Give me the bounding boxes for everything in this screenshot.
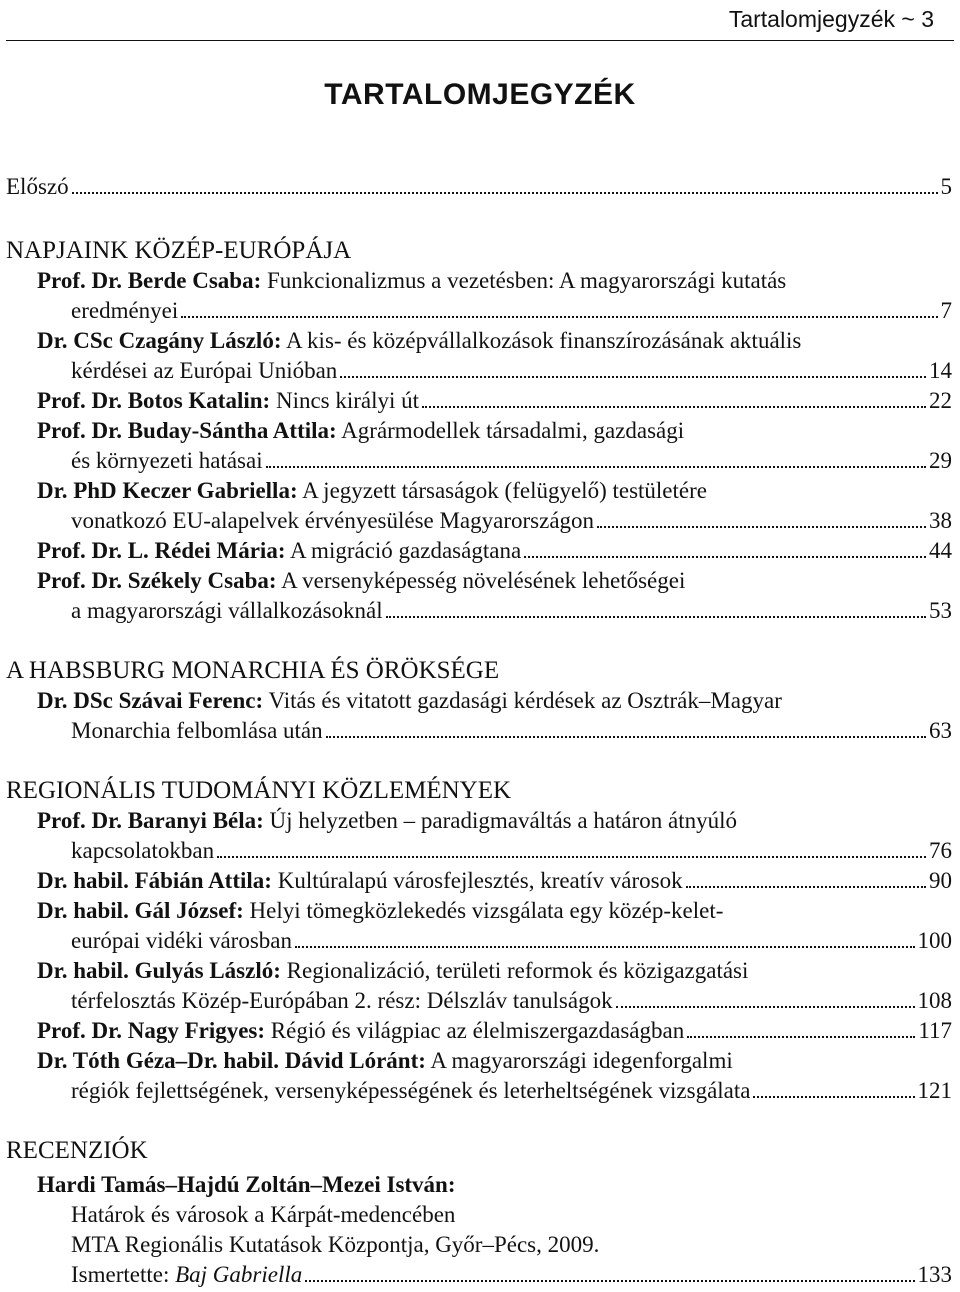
dot-leader [305, 1280, 914, 1282]
page-number: 121 [917, 1078, 952, 1103]
page-number: 29 [929, 448, 952, 473]
entry-author: Dr. habil. Gulyás László: [37, 958, 281, 983]
toc-entry[interactable] [6, 956, 952, 1016]
entry-continuation-line [37, 506, 952, 536]
entry-title-text: Dr. habil. Gulyás László: Regionalizáció, területi reformok és közigazgatási [37, 958, 749, 983]
entry-title-text: Prof. Dr. Baranyi Béla: Új helyzetben – paradigmaváltás a határon átnyúló [37, 808, 738, 833]
entry-continuation-line [37, 596, 952, 626]
entry-first-line [37, 956, 952, 986]
section-heading: A HABSBURG MONARCHIA ÉS ÖRÖKSÉGE [6, 657, 500, 684]
entry-first-line [37, 536, 952, 566]
entry-continuation-line [37, 446, 952, 476]
reviewer: Ismertette: Baj Gabriella [71, 1262, 303, 1287]
entry-title-text: térfelosztás Közép-Európában 2. rész: Délszláv tanulságok [71, 988, 613, 1013]
dot-leader [326, 736, 926, 738]
table-of-contents [6, 172, 952, 1290]
entry-first-line [37, 266, 952, 296]
review-authors: Hardi Tamás–Hajdú Zoltán–Mezei István: [37, 1172, 456, 1197]
toc-entry[interactable] [6, 806, 952, 866]
page-number: 5 [940, 174, 952, 199]
entry-first-line [37, 326, 952, 356]
entry-first-line [37, 896, 952, 926]
page-number: 117 [918, 1018, 952, 1043]
entry-title-text: vonatkozó EU-alapelvek érvényesülése Magyarországon [71, 508, 595, 533]
dot-leader [686, 886, 926, 888]
page-number: 53 [929, 598, 952, 623]
entry-continuation-line [37, 716, 952, 746]
toc-entry[interactable] [6, 896, 952, 956]
page-number: 38 [929, 508, 952, 533]
toc-entry[interactable] [6, 1016, 952, 1046]
entry-title-text: eredményei [71, 298, 179, 323]
entry-first-line [37, 476, 952, 506]
entry-author: Prof. Dr. Buday-Sántha Attila: [37, 418, 337, 443]
entry-title-text: Prof. Dr. Botos Katalin: Nincs királyi út [37, 388, 420, 413]
entry-title-text: Dr. habil. Fábián Attila: Kultúralapú városfejlesztés, kreatív városok [37, 868, 683, 893]
entry-first-line [37, 866, 952, 896]
entry-title-text: Dr. PhD Keczer Gabriella: A jegyzett társaságok (felügyelő) testületére [37, 478, 707, 503]
toc-entry[interactable] [6, 476, 952, 536]
section-heading: REGIONÁLIS TUDOMÁNYI KÖZLEMÉNYEK [6, 777, 512, 804]
dot-leader [72, 192, 938, 194]
entry-first-line [37, 566, 952, 596]
entry-title-text: kérdései az Európai Unióban [71, 358, 338, 383]
page-title: TARTALOMJEGYZÉK [324, 78, 636, 111]
entry-title-text: Prof. Dr. L. Rédei Mária: A migráció gazdaságtana [37, 538, 522, 563]
entry-title-text: európai vidéki városban [71, 928, 292, 953]
entry-continuation-line [37, 1076, 952, 1106]
entry-author: Dr. DSc Szávai Ferenc: [37, 688, 264, 713]
page-number: 76 [929, 838, 952, 863]
entry-author: Prof. Dr. Berde Csaba: [37, 268, 262, 293]
running-header: Tartalomjegyzék ~ 3 [728, 6, 934, 32]
entry-continuation-line [37, 836, 952, 866]
toc-entry[interactable] [6, 536, 952, 566]
entry-author: Dr. PhD Keczer Gabriella: [37, 478, 298, 503]
page-number: 14 [929, 358, 952, 383]
section-heading: NAPJAINK KÖZÉP-EURÓPÁJA [6, 237, 352, 264]
review-publisher: MTA Regionális Kutatások Központja, Győr–Pécs, 2009. [71, 1232, 600, 1257]
entry-title-text: kapcsolatokban [71, 838, 215, 863]
entry-author: Prof. Dr. Nagy Frigyes: [37, 1018, 266, 1043]
page-number: 108 [917, 988, 952, 1013]
preface-label: Előszó [6, 174, 69, 199]
dot-leader [266, 466, 926, 468]
page-number: 22 [929, 388, 952, 413]
entry-continuation-line [37, 296, 952, 326]
entry-title-text: és környezeti hatásai [71, 448, 263, 473]
page-number: 7 [940, 298, 952, 323]
toc-entry[interactable] [6, 416, 952, 476]
entry-title-text: Dr. Tóth Géza–Dr. habil. Dávid Lóránt: A magyarországi idegenforgalmi [37, 1048, 733, 1073]
toc-entry[interactable] [6, 866, 952, 896]
entry-first-line [37, 1046, 952, 1076]
entry-first-line [37, 806, 952, 836]
entry-first-line [37, 386, 952, 416]
toc-entry[interactable] [6, 686, 952, 746]
entry-author: Dr. CSc Czagány László: [37, 328, 282, 353]
dot-leader [181, 316, 937, 318]
entry-author: Prof. Dr. Botos Katalin: [37, 388, 271, 413]
entry-title-text: régiók fejlettségének, versenyképességének és leterheltségének vizsgálata [71, 1078, 751, 1103]
toc-entry[interactable] [6, 566, 952, 626]
entry-title-text: Dr. CSc Czagány László: A kis- és középvállalkozások finanszírozásának aktuális [37, 328, 802, 353]
entry-title-text: Prof. Dr. Berde Csaba: Funkcionalizmus a vezetésben: A magyarországi kutatás [37, 268, 787, 293]
dot-leader [422, 406, 926, 408]
dot-leader [340, 376, 926, 378]
toc-entry-preface[interactable] [6, 172, 952, 202]
entry-title-text: Prof. Dr. Nagy Frigyes: Régió és világpiac az élelmiszergazdaságban [37, 1018, 685, 1043]
toc-entry[interactable] [6, 266, 952, 326]
toc-entry[interactable] [6, 386, 952, 416]
entry-first-line [37, 1016, 952, 1046]
review-reviewer-line [37, 1260, 952, 1290]
dot-leader [753, 1096, 914, 1098]
review-entry[interactable] [6, 1170, 952, 1290]
dot-leader [295, 946, 915, 948]
dot-leader [217, 856, 926, 858]
toc-entry[interactable] [6, 1046, 952, 1106]
entry-first-line [37, 686, 952, 716]
entry-continuation-line [37, 356, 952, 386]
entry-title-text: Dr. habil. Gál József: Helyi tömegközlekedés vizsgálata egy közép-kelet- [37, 898, 724, 923]
entry-title-text: a magyarországi vállalkozásoknál [71, 598, 383, 623]
entry-author: Prof. Dr. Baranyi Béla: [37, 808, 264, 833]
entry-author: Dr. habil. Gál József: [37, 898, 244, 923]
entry-title-text: Prof. Dr. Buday-Sántha Attila: Agrármodellek társadalmi, gazdasági [37, 418, 685, 443]
entry-title-text: Prof. Dr. Székely Csaba: A versenyképesség növelésének lehetőségei [37, 568, 686, 593]
dot-leader [616, 1006, 915, 1008]
entry-continuation-line [37, 926, 952, 956]
entry-author: Dr. habil. Fábián Attila: [37, 868, 272, 893]
page-number: 133 [917, 1262, 952, 1287]
toc-entry[interactable] [6, 326, 952, 386]
review-book-title: Határok és városok a Kárpát-medencében [71, 1202, 456, 1227]
entry-author: Prof. Dr. Székely Csaba: [37, 568, 277, 593]
page-number: 90 [929, 868, 952, 893]
entry-first-line [37, 416, 952, 446]
dot-leader [524, 556, 926, 558]
entry-title-text: Dr. DSc Szávai Ferenc: Vitás és vitatott gazdasági kérdések az Osztrák–Magyar [37, 688, 782, 713]
dot-leader [386, 616, 926, 618]
page-number: 44 [929, 538, 952, 563]
page-number: 63 [929, 718, 952, 743]
entry-continuation-line [37, 986, 952, 1016]
dot-leader [687, 1036, 915, 1038]
entry-title-text: Monarchia felbomlása után [71, 718, 323, 743]
header-rule [6, 40, 954, 41]
page-number: 100 [917, 928, 952, 953]
entry-author: Prof. Dr. L. Rédei Mária: [37, 538, 286, 563]
section-heading: RECENZIÓK [6, 1137, 148, 1164]
entry-author: Dr. Tóth Géza–Dr. habil. Dávid Lóránt: [37, 1048, 426, 1073]
dot-leader [597, 526, 926, 528]
